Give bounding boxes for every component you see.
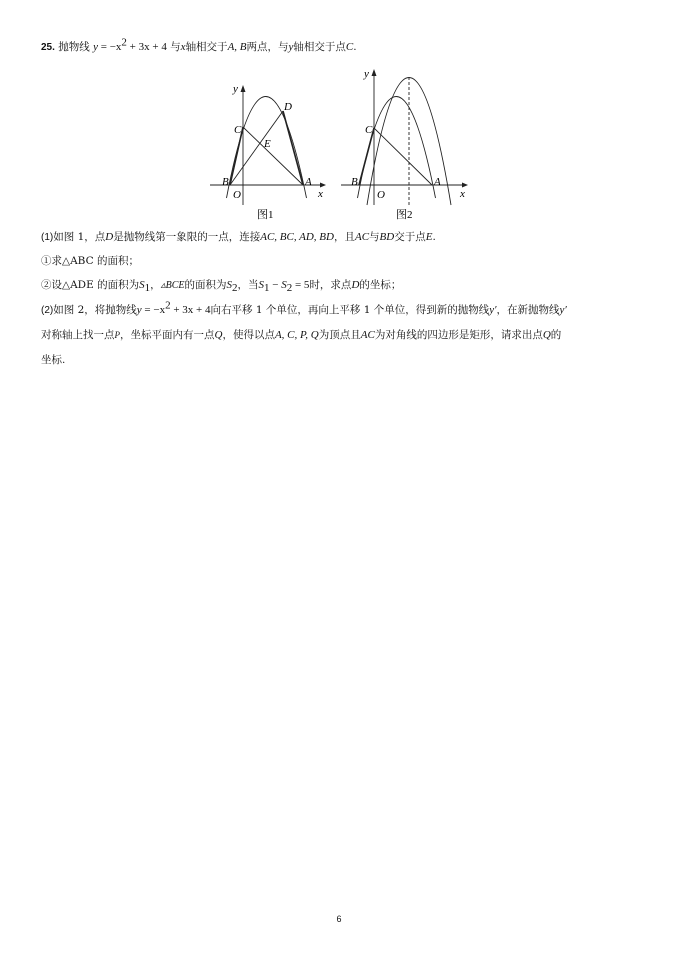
part-2-line-3: 坐标. (41, 354, 66, 366)
question-2: ②设△ADE 的面积为$S_1$，▵BCE的面积为$S_2$，当$S_1 - S_2 = 5$时，求点D的坐标； (41, 279, 402, 295)
segment-AC (374, 128, 432, 185)
label-E: E (264, 138, 271, 150)
label-B: B (351, 176, 358, 188)
figure-1 (200, 75, 340, 225)
figure-2 (335, 65, 480, 225)
y-axis-arrow (241, 85, 246, 92)
y-axis-arrow (372, 69, 377, 76)
label-x: x (460, 188, 465, 200)
page-number: 6 (336, 914, 342, 924)
label-O: O (377, 189, 385, 201)
x-axis-arrow (320, 183, 326, 188)
label-B: B (222, 176, 229, 188)
label-x: x (318, 188, 323, 200)
part-2-line-2: 对称轴上找一点P，坐标平面内有一点Q，使得以点A, C, P, Q为顶点且AC为对角线的四边形是矩形，请求出点Q的 (41, 329, 562, 341)
label-C: C (234, 124, 242, 136)
label-C: C (365, 124, 373, 136)
problem-intro: 25. 抛物线 $y = -x^2 + 3x + 4$ 与x轴相交于A, B两点，与y轴相交于点C. (41, 36, 357, 53)
question-1: ①求△ABC 的面积； (41, 255, 139, 267)
figure-2-caption: 图2 (396, 209, 413, 221)
part-2-line-1: (2)如图 2，将抛物线$y = -x^2 + 3x + 4$向右平移 1 个单位，再向上平移 1 个单位，得到新的抛物线y′，在新抛物线y′ (41, 299, 567, 316)
figure-1-caption: 图1 (257, 209, 274, 221)
segment-AC (243, 127, 303, 185)
label-y: y (233, 83, 238, 95)
label-O: O (233, 189, 241, 201)
label-A: A (305, 176, 312, 188)
x-axis-arrow (462, 183, 468, 188)
label-D: D (284, 101, 292, 113)
label-y: y (364, 68, 369, 80)
problem-number: 25. (41, 42, 55, 53)
segment-AD (283, 111, 303, 185)
part-1: (1)如图 1，点D是抛物线第一象限的一点，连接AC, BC, AD, BD，且AC与BD交于点E. (41, 231, 436, 243)
label-A: A (434, 176, 441, 188)
